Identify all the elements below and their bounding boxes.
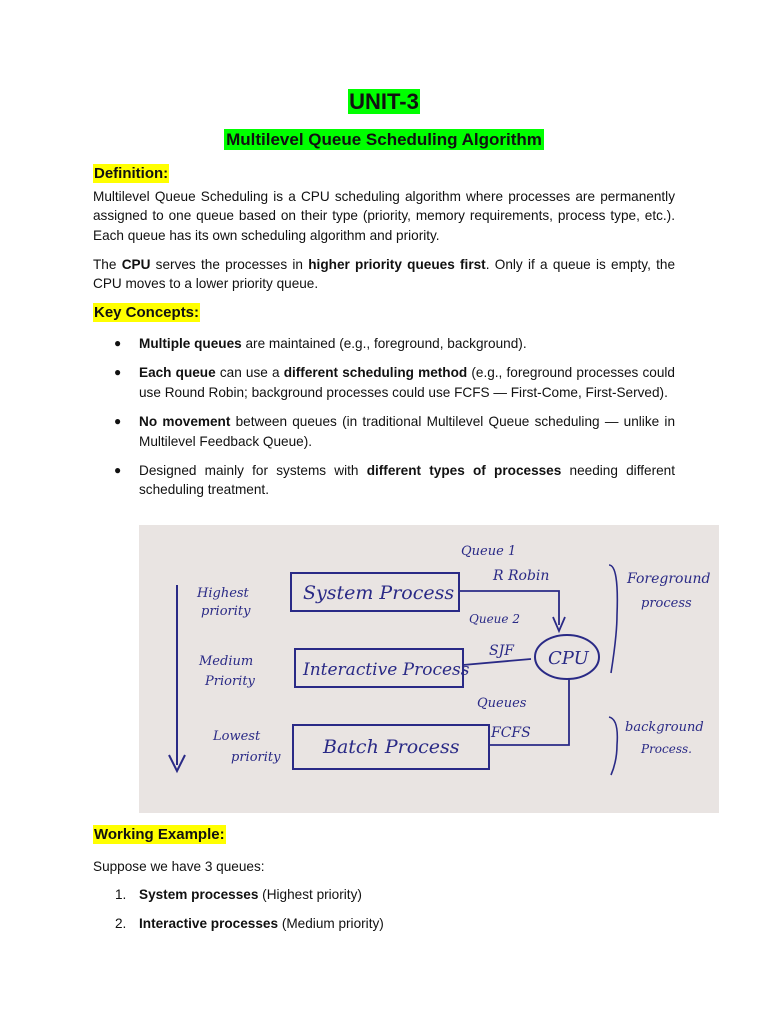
multilevel-queue-diagram [139,525,719,813]
queue-label: Queue 1 [461,544,517,559]
list-item: ● No movement between queues (in traditional Multilevel Queue scheduling — unlike in Multilevel Feedback Queue). [114,414,676,449]
group-label: Foreground [627,571,711,587]
queue-list [93,885,675,944]
priority-label: Priority [205,674,255,689]
list-item: ● Each queue can use a different scheduling method (e.g., foreground processes could use Round Robin; background processes could use FCFS — First-Come, First-Served). [114,365,675,400]
queue-box-label: Interactive Process [303,660,470,680]
queue-label: Queues [477,696,527,711]
handwritten-diagram-photo [139,525,719,813]
list-number: 2. [115,916,127,932]
list-item: ● Designed mainly for systems with different types of processes needing different scheduling treatment. [114,463,675,498]
priority-label: priority [201,604,251,619]
list-item: 2. Interactive processes (Medium priority) [93,914,675,933]
working-example-heading: Working Example: [94,826,225,843]
group-label: Process. [641,742,692,756]
list-number: 1. [115,887,127,902]
priority-label: priority [231,750,281,765]
cpu-priority-paragraph: The CPU serves the processes in higher priority queues first. Only if a queue is empty, the CPU moves to a lower priority queue. [93,257,676,292]
queue-box-label: System Process [303,582,455,604]
unit-title: UNIT-3 [349,89,419,114]
group-label: background [625,720,704,735]
priority-label: Highest [197,586,249,601]
connector-line [463,659,531,665]
bullet-icon: ● [114,414,122,429]
working-example-intro: Suppose we have 3 queues: [93,859,265,874]
list-item: ● Multiple queues are maintained (e.g., foreground, background). [93,334,675,353]
definition-paragraph: Multilevel Queue Scheduling is a CPU scheduling algorithm where processes are permanently assigned to one queue based on their type (priority, memory requirements, process type, etc.). Each queue has its own scheduling algorithm and priority. [93,189,675,243]
cpu-label: CPU [548,648,589,669]
priority-label: Medium [199,654,254,669]
key-concepts-heading: Key Concepts: [94,304,200,321]
foreground-brace [609,565,617,673]
bullet-icon: ● [114,463,122,478]
key-concepts-list [93,334,675,510]
algorithm-label: SJF [489,643,514,659]
definition-heading: Definition: [94,165,169,182]
background-brace [609,717,617,775]
page-subtitle: Multilevel Queue Scheduling Algorithm [226,130,542,149]
queue-label: Queue 2 [469,612,520,626]
queue-box-label: Batch Process [323,736,460,758]
algorithm-label: FCFS [491,725,531,741]
group-label: process [641,596,692,611]
algorithm-label: R Robin [493,568,550,584]
list-item: 1. System processes (Highest priority) [93,885,675,904]
bullet-icon: ● [114,336,122,350]
priority-label: Lowest [213,729,261,744]
bullet-icon: ● [114,365,122,380]
